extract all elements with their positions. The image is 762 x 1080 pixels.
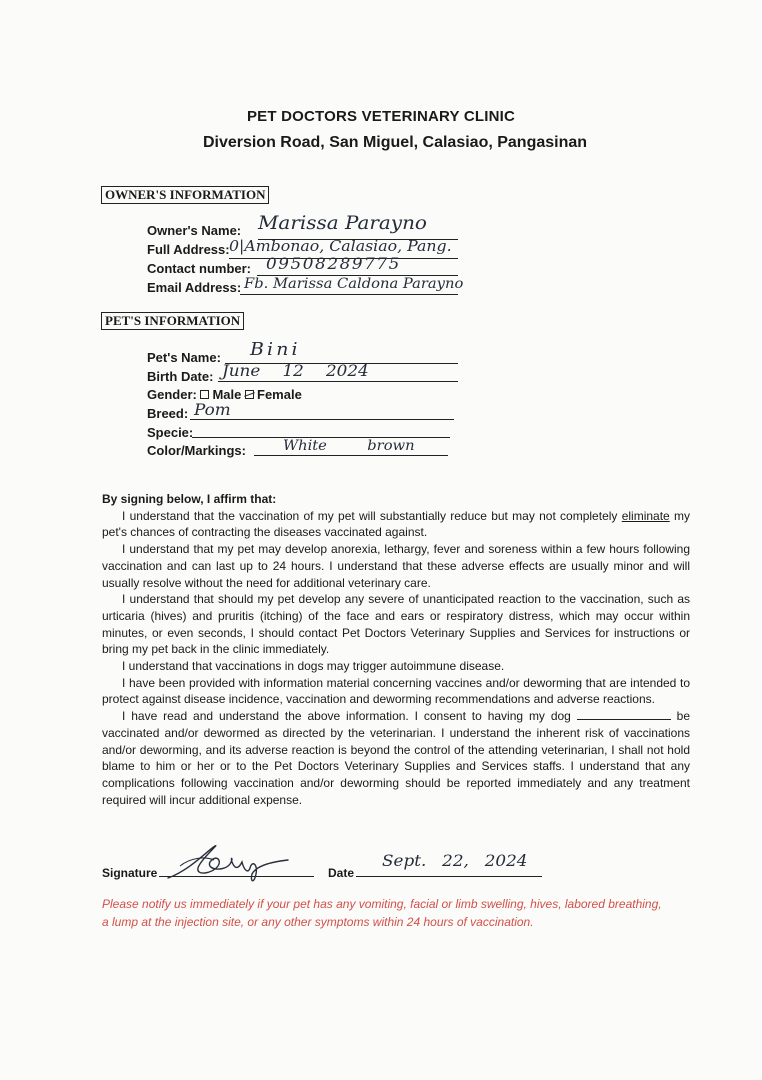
agreement-p1: I understand that the vaccination of my pet will substantially reduce but may not completely eliminate my pet's chances of contracting the diseases vaccinated against. [102, 508, 690, 540]
signature-label: Signature [102, 866, 158, 880]
email-label: Email Address: [147, 280, 242, 295]
birth-date-line [218, 381, 458, 382]
agreement-p3: I understand that should my pet develop any severe of unanticipated reaction to the vaccination, such as urticaria (hives) and pruritis (itching) of the face and ears or respiratory distress, which may occur within minutes, or even seconds, I should contact Pet Doctors Veterinary Supplies and Services for instructions or bring my pet back in the clinic immediately. [102, 592, 690, 657]
color-label: Color/Markings: [147, 443, 246, 458]
vaccination-notice: Please notify us immediately if your pet has any vomiting, facial or limb swelling, hives, labored breathing, a lump at the injection site, or any other symptoms within 24 hours of vaccination. [102, 897, 662, 929]
email-line [240, 294, 458, 295]
contact-label: Contact number: [147, 261, 251, 276]
contact-value[interactable]: 09508289775 [266, 254, 401, 273]
owner-name-label: Owner's Name: [147, 223, 242, 238]
birth-date-value[interactable]: June 12 2024 [222, 361, 369, 380]
owner-section-title: OWNER'S INFORMATION [101, 186, 269, 204]
agreement-text [102, 491, 690, 808]
date-label: Date [328, 866, 355, 880]
agreement-p2: I understand that my pet may develop anorexia, lethargy, fever and soreness within a few hours following vaccination and can last up to 24 hours. I understand that these adverse effects are usually minor and will usually resolve without the need for additional veterinary care. [102, 542, 690, 590]
pet-name-label: Pet's Name: [147, 350, 221, 365]
underlined-word: eliminate [621, 508, 670, 523]
date-line [356, 876, 542, 877]
email-value[interactable]: Fb. Marissa Caldona Parayno [244, 276, 464, 292]
owner-name-value[interactable]: Marissa Parayno [258, 212, 427, 234]
agreement-p5: I have been provided with information material concerning vaccines and/or deworming that are intended to protect against disease incidence, vaccination and deworming recommendations and adverse reactions. [102, 675, 690, 707]
breed-line [190, 419, 454, 420]
handwritten-signature[interactable] [160, 840, 295, 886]
address-value[interactable]: 0|Ambonao, Calasiao, Pang. [229, 237, 452, 255]
clinic-address: Diversion Road, San Miguel, Calasiao, Pangasinan [202, 134, 588, 151]
dog-name-blank[interactable] [577, 709, 671, 720]
date-value[interactable]: Sept. 22, 2024 [382, 851, 528, 870]
clinic-name: PET DOCTORS VETERINARY CLINIC [246, 108, 516, 125]
specie-label: Specie: [147, 425, 194, 440]
female-label: Female [257, 387, 302, 402]
address-label: Full Address: [147, 242, 230, 257]
breed-value[interactable]: Pom [194, 400, 231, 419]
agreement-p6: I have read and understand the above information. I consent to having my dog be vaccinated and/or dewormed as directed by the veterinarian. I understand the inherent risk of vaccinations and/or deworming, and its adverse reaction is beyond the control of the attending veterinarian, I shall not hold blame to him or her or to the Pet Doctors Veterinary Supplies and Services staffs. I understand that any complications following vaccination and/or deworming should be reported immediately and any treatment required will incur additional expense. [102, 709, 690, 807]
color-line [254, 455, 448, 456]
color-value[interactable]: White brown [283, 438, 415, 454]
male-label: Male [212, 387, 242, 402]
pet-name-value[interactable]: Bini [250, 339, 301, 360]
pet-section-title: PET'S INFORMATION [101, 312, 244, 330]
female-checkbox[interactable] [245, 390, 254, 399]
birth-date-label: Birth Date: [147, 369, 214, 384]
breed-label: Breed: [147, 406, 189, 421]
gender-label: Gender: [147, 387, 197, 402]
agreement-p4: I understand that vaccinations in dogs may trigger autoimmune disease. [122, 659, 505, 674]
male-checkbox[interactable] [200, 390, 209, 399]
agreement-heading: By signing below, I affirm that: [102, 492, 277, 506]
